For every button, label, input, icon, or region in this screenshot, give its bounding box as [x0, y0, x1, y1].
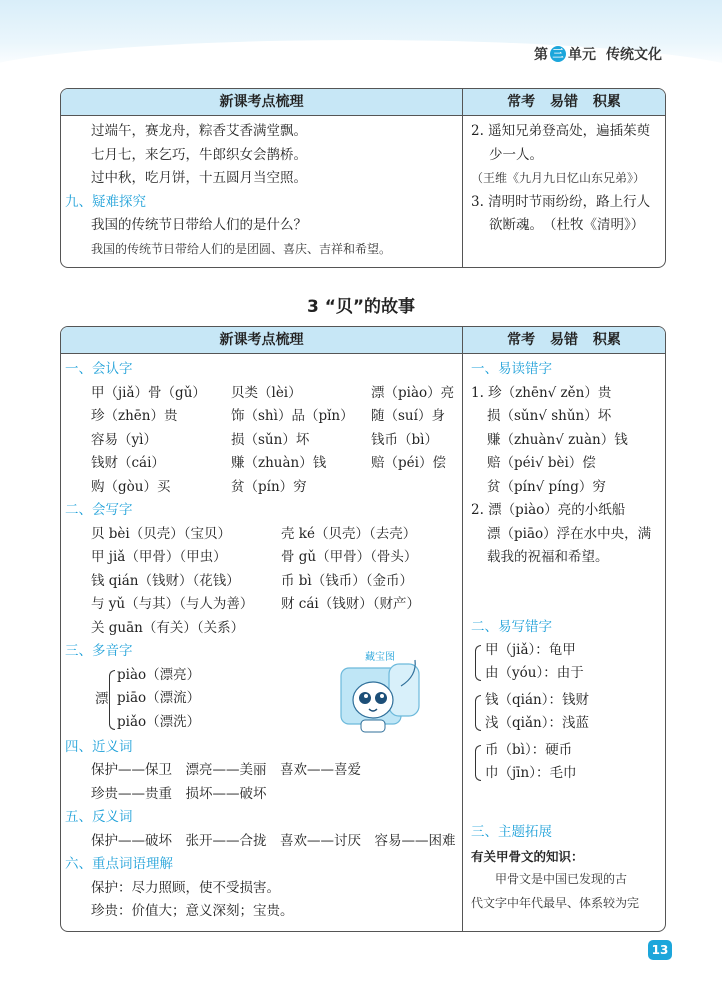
misread-item: 赔（péi√ bèi）偿	[487, 455, 596, 471]
section-heading: 九、疑难探究	[65, 193, 146, 210]
example-line: 漂（piāo）浮在水中央，满	[487, 525, 652, 542]
polyphone-char: 漂	[95, 690, 109, 707]
section-heading: 五、反义词	[65, 809, 133, 825]
synonym-line: 保护——保卫 漂亮——美丽 喜欢——喜爱	[91, 762, 361, 778]
mascot-illustration	[331, 646, 427, 738]
brace	[109, 670, 115, 730]
header-left-title: 新课考点梳理	[61, 327, 463, 353]
box-header	[61, 89, 665, 116]
unit-suffix: 单元	[568, 47, 596, 63]
example-line: 载我的祝福和希望。	[487, 549, 609, 565]
polyphone-option: piào（漂亮）	[117, 666, 201, 683]
box-header	[61, 327, 665, 354]
word-row: 珍（zhēn）贵 饰（shì）品（pǐn） 随（suí）身	[91, 408, 445, 424]
question-text: 我国的传统节日带给人们的是什么？	[91, 217, 307, 233]
write-row: 钱 qián（钱财）（花钱） 币 bì（钱币）（金币）	[91, 572, 414, 589]
left-column	[61, 354, 463, 931]
rhyme-line: 过中秋，吃月饼，十五圆月当空照。	[91, 170, 307, 186]
unit-number-badge: 三	[550, 46, 566, 62]
left-column	[61, 116, 463, 267]
section-heading: 三、主题拓展	[471, 824, 552, 840]
section-heading: 三、多音字	[65, 643, 133, 659]
misread-item: 损（sǔn√ shǔn）坏	[487, 408, 612, 424]
char-pair: 币（bì）：硬币 巾（jīn）：毛巾	[471, 739, 659, 785]
write-row: 关 guān（有关）（关系）	[91, 619, 245, 636]
page-number: 13	[648, 940, 672, 960]
poem-line: 2. 遥知兄弟登高处，遍插茱萸	[471, 123, 651, 139]
synonym-line: 珍贵——贵重 损坏——破坏	[91, 785, 267, 802]
header-left-title: 新课考点梳理	[61, 89, 463, 115]
example-line: 2. 漂（piào）亮的小纸船	[471, 502, 626, 518]
polyphone-option: piāo（漂流）	[117, 690, 201, 706]
rhyme-line: 过端午，赛龙舟，粽香艾香满堂飘。	[91, 123, 307, 139]
unit-name: 传统文化	[606, 47, 662, 63]
word-definition: 珍贵：价值大；意义深刻；宝贵。	[91, 903, 294, 919]
unit-prefix: 第	[534, 47, 548, 63]
section-heading: 一、易读错字	[471, 361, 552, 377]
char-pair: 钱（qián）：钱财 浅（qiǎn）：浅蓝	[471, 689, 659, 735]
poem-line: 3. 清明时节雨纷纷，路上行人	[471, 193, 651, 210]
rhyme-line: 七月七，来乞巧，牛郎织女会鹊桥。	[91, 146, 307, 163]
word-definition: 保护：尽力照顾，使不受损害。	[91, 879, 280, 896]
topic-text: 代文字中年代最早、体系较为完	[471, 895, 640, 910]
poem-source: （王维《九月九日忆山东兄弟》）	[471, 171, 646, 185]
section-heading: 六、重点词语理解	[65, 856, 173, 872]
char-pair: 甲（jiǎ）：龟甲 由（yóu）：由于	[471, 639, 659, 685]
right-column	[463, 116, 665, 267]
word-row: 购（gòu）买 贫（pín）穷	[91, 478, 307, 495]
misread-item: 1. 珍（zhēn√ zěn）贵	[471, 384, 612, 401]
unit-title	[534, 44, 662, 64]
word-row: 容易（yì） 损（sǔn）坏 钱币（bì）	[91, 431, 438, 448]
header-right-title: 常考 易错 积累	[507, 332, 621, 348]
topic-title: 有关甲骨文的知识：	[471, 848, 584, 864]
antonym-line: 保护——破坏 张开——合拢 喜欢——讨厌 容易——困难	[91, 832, 456, 849]
write-row: 与 yǔ（与其）（与人为善） 财 cái（钱财）（财产）	[91, 596, 420, 612]
poem-line: 少一人。	[489, 146, 543, 163]
header-right-title: 常考 易错 积累	[507, 94, 621, 110]
review-box-lesson3	[60, 326, 666, 932]
write-row: 贝 bèi（贝壳）（宝贝） 壳 ké（贝壳）（去壳）	[91, 525, 417, 542]
mascot-label: 藏宝图	[365, 652, 395, 663]
misread-item: 赚（zhuàn√ zuàn）钱	[487, 431, 628, 448]
section-heading: 四、近义词	[65, 738, 133, 755]
section-heading: 二、会写字	[65, 502, 133, 518]
section-heading: 二、易写错字	[471, 618, 552, 635]
answer-text: 我国的传统节日带给人们的是团圆、喜庆、吉祥和希望。	[91, 241, 392, 256]
topic-text: 甲骨文是中国已发现的古	[495, 872, 628, 886]
review-box-top	[60, 88, 666, 268]
lesson-title: 3 “贝”的故事	[306, 297, 416, 317]
poem-line: 欲断魂。 （杜牧《清明》）	[489, 217, 645, 233]
word-row: 钱财（cái） 赚（zhuàn）钱 赔（péi）偿	[91, 455, 446, 471]
word-row: 甲（jiǎ）骨（gǔ） 贝类（lèi） 漂（piào）亮	[91, 384, 455, 401]
polyphone-option: piǎo（漂洗）	[117, 713, 201, 730]
right-column	[463, 354, 665, 931]
misread-item: 贫（pín√ píng）穷	[487, 478, 606, 495]
section-heading: 一、会认字	[65, 361, 133, 377]
write-row: 甲 jiǎ（甲骨）（甲虫） 骨 gǔ（甲骨）（骨头）	[91, 549, 418, 565]
